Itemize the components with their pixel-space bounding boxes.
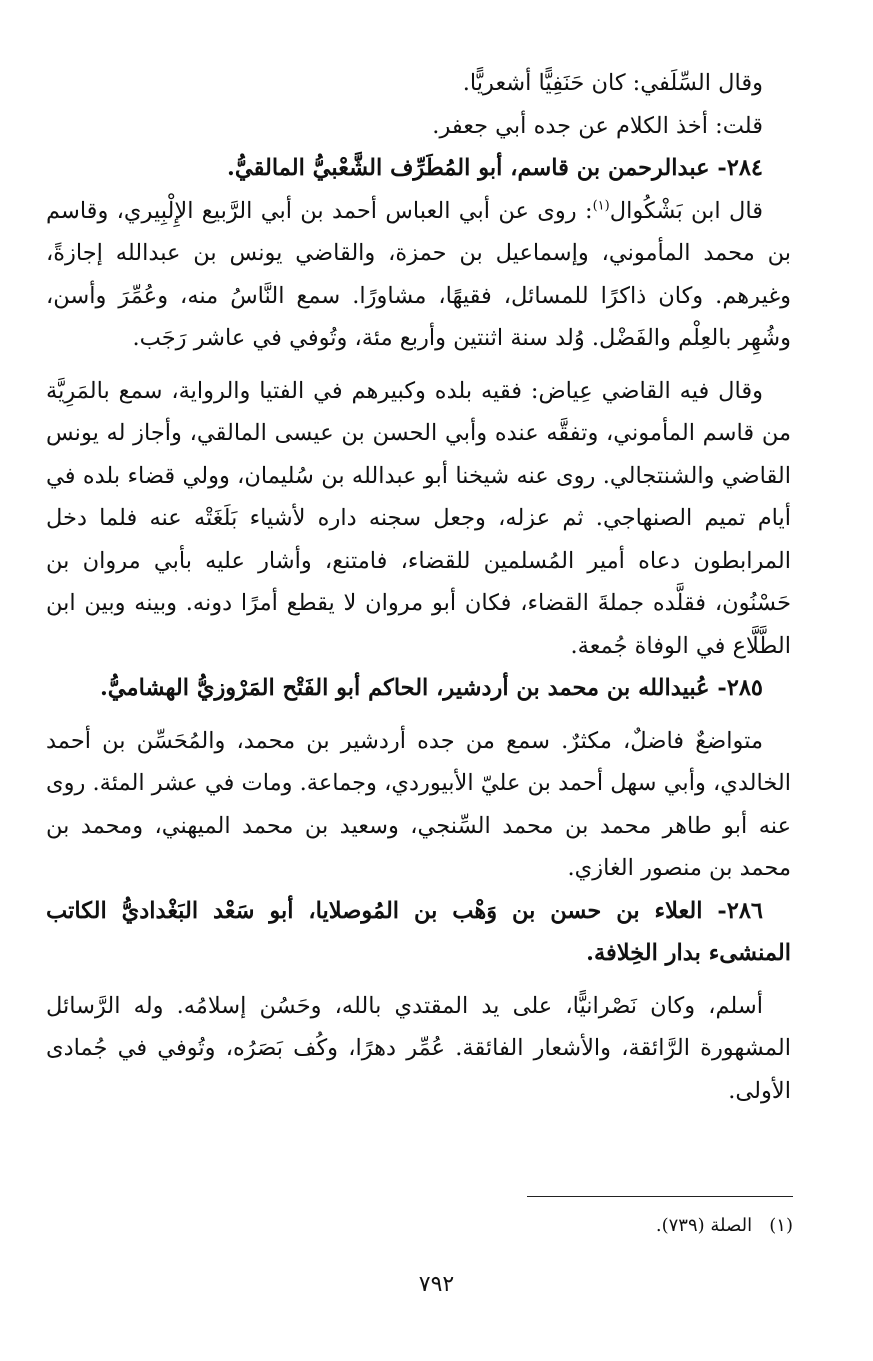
page-number: ٧٩٢	[418, 1272, 455, 1297]
footnote-marker: (١)	[769, 1215, 793, 1236]
paragraph-text: وقال السِّلَفي: كان حَنَفِيًّا أشعريًّا.	[462, 70, 763, 96]
paragraph-mutawadi	[46, 720, 791, 890]
footnote	[656, 1213, 793, 1239]
entry-number: ٢٨٦-	[717, 897, 764, 924]
footnote-divider	[527, 1196, 793, 1197]
footnote-reference: (١)	[592, 198, 610, 213]
entry-heading-285	[46, 667, 791, 710]
paragraph-iyad	[46, 370, 791, 668]
paragraph-text: متواضعٌ فاضلٌ، مكثرٌ. سمع من جده أردشير بن محمد، والمُحَسِّن بن أحمد الخالدي، وأبي سهل أحمد بن عليّ الأبيوردي، وجماعة. ومات في عشر المئة. روى عنه أبو طاهر محمد بن محمد السِّنجي، وسعيد بن محمد الميهني، ومحمد بن محمد بن منصور الغازي.	[46, 727, 791, 881]
entry-heading-284	[46, 147, 791, 190]
paragraph-silafi	[46, 62, 791, 105]
paragraph-text: وقال فيه القاضي عِياض: فقيه بلده وكبيرهم في الفتيا والرواية، سمع بالمَرِيَّة من قاسم المأموني، وتفقَّه عنده وأبي الحسن بن عيسى المالقي، وأجاز له يونس القاضي والشنتجالي. روى عنه شيخنا أبو عبدالله بن سُليمان، وولي قضاء بلده في أيام تميم الصنهاجي. ثم عزله، وجعل سجنه داره لأشياء بَلَغَتْه عنه فلما دخل المرابطون دعاه أمير المُسلمين للقضاء، فامتنع، وأشار عليه بأبي مروان بن حَسْنُون، فقلَّده جملةَ القضاء، فكان أبو مروان لا يقطع أمرًا دونه. وبينه وبين ابن الطَّلَّاع في الوفاة جُمعة.	[46, 377, 791, 659]
main-text	[46, 62, 791, 1112]
entry-title: عُبيدالله بن محمد بن أردشير، الحاكم أبو الفَتْح المَرْوزيُّ الهشاميُّ.	[99, 675, 710, 701]
entry-title: العلاء بن حسن بن وَهْب بن المُوصلايا، أبو سَعْد البَغْداديُّ الكاتب المنشىء بدار الخِلافة.	[46, 897, 791, 966]
entry-heading-286	[46, 890, 791, 975]
paragraph-qultu	[46, 105, 791, 148]
paragraph-text: أسلم، وكان نَصْرانيًّا، على يد المقتدي بالله، وحَسُن إسلامُه. وله الرَّسائل المشهورة الرَّائقة، والأشعار الفائقة. عُمِّر دهرًا، وكُف بَصَرُه، وتُوفي في جُمادى الأولى.	[46, 992, 791, 1104]
footnote-text: الصلة (٧٣٩).	[655, 1215, 753, 1236]
entry-number: ٢٨٤-	[717, 155, 763, 181]
paragraph-ibn-bashkuwal	[46, 190, 791, 360]
entry-number: ٢٨٥-	[717, 675, 763, 701]
entry-title: عبدالرحمن بن قاسم، أبو المُطَرِّف الشَّعْبيُّ المالقيُّ.	[227, 155, 710, 181]
paragraph-text: : روى عن أبي العباس أحمد بن أبي الرَّبيع الإِلْبِيري، وقاسم بن محمد المأموني، وإسماعيل بن حمزة، والقاضي يونس بن عبدالله إجازةً، وغيرهم. وكان ذاكرًا للمسائل، فقيهًا، مشاورًا. سمع النَّاسُ منه، وعُمِّرَ وأسن، وشُهِر بالعِلْم والفَضْل. وُلد سنة اثنتين وأربع مئة، وتُوفي في عاشر رَجَب.	[46, 197, 791, 351]
paragraph-text: قال ابن بَشْكُوال	[609, 197, 763, 224]
paragraph-aslama	[46, 985, 791, 1113]
paragraph-text: قلت: أخذ الكلام عن جده أبي جعفر.	[432, 112, 763, 139]
